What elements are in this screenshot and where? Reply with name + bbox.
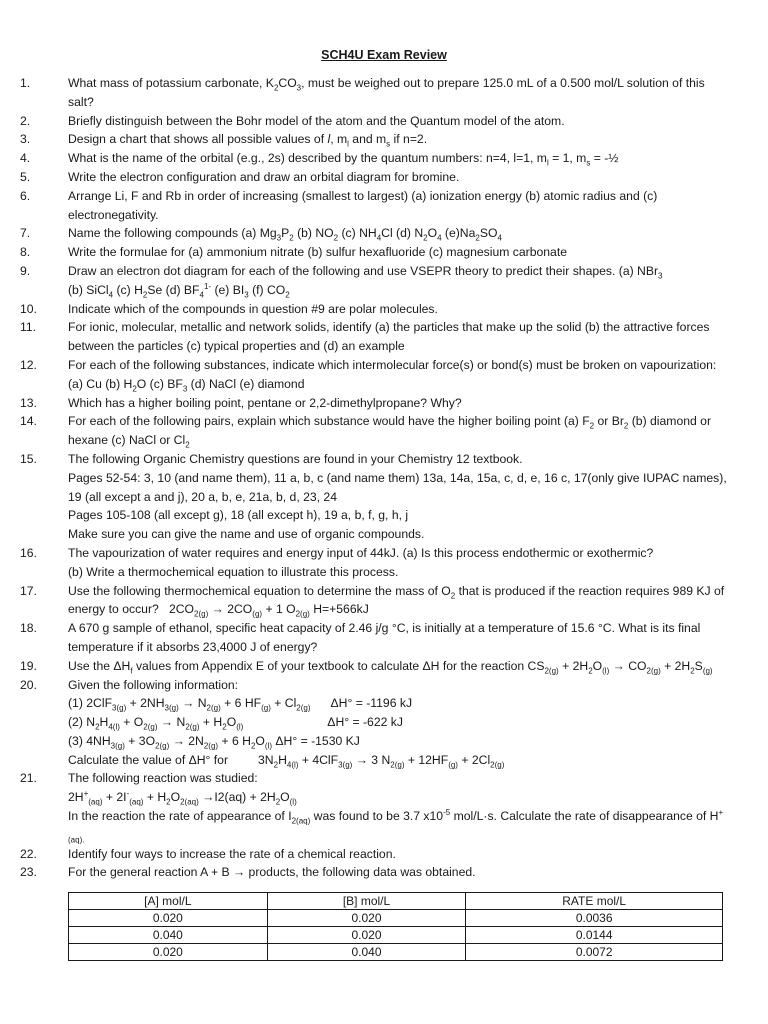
reaction-arrow-icon: → bbox=[182, 696, 195, 711]
question-19: 19. Use the $\Delta H_f$ values from Appendix E of your textbook to calculate ΔH for the reaction $CS_{2(g)} + 2H_2O_{(l)} \to CO_{2(g)} + 2H_2S_{(g)}$ bbox=[20, 658, 713, 676]
table-header: [A] mol/L bbox=[69, 893, 268, 910]
question-11: 11. For ionic, molecular, metallic and network solids, identify (a) the particles that make up the solid (b) the attractive forces between the particles (c) typical properties and (d) an example bbox=[20, 320, 710, 354]
question-7: 7. Name the following compounds (a) $Mg_3P_2$ (b) $NO_2$ (c) $NH_4Cl$ (d) $N_2O_4$ $(e)Na_2SO_4$ bbox=[20, 226, 502, 243]
question-22: 22. Identify four ways to increase the rate of a chemical reaction. bbox=[20, 846, 396, 861]
reaction-arrow-icon: → bbox=[208, 602, 228, 617]
table-row: 0.020 0.020 0.0036 bbox=[69, 910, 723, 927]
reaction-arrow-icon: → bbox=[202, 790, 215, 805]
target-equation: Calculate the value of ΔH° for $3N_2H_{4(l)} + 4ClF_{3(g)} \to 3$ $N_{2(g)} + 12HF_{(g)} + 2Cl_{2(g)}$ bbox=[68, 752, 505, 770]
reaction-arrow-icon: → bbox=[172, 733, 185, 748]
question-12: 12. For each of the following substances, indicate which intermolecular force(s) or bond(s) must be broken on vapourization: (a) Cu (b) $H_2O$ (c) $BF_3$ (d) NaCl (e) diamond bbox=[20, 357, 717, 394]
question-2: 2. Briefly distinguish between the Bohr model of the atom and the Quantum model of the atom. bbox=[20, 113, 565, 128]
question-23: 23. For the general reaction A + B → products, the following data was obtained. bbox=[20, 865, 476, 880]
table-row: 0.020 0.040 0.0072 bbox=[69, 944, 723, 961]
question-13: 13. Which has a higher boiling point, pentane or 2,2-dimethylpropane? Why? bbox=[20, 395, 462, 410]
reaction-arrow-icon: → bbox=[609, 658, 629, 673]
reaction-arrow-icon: → bbox=[232, 865, 246, 880]
question-5: 5. Write the electron configuration and draw an orbital diagram for bromine. bbox=[20, 169, 460, 184]
table-header: [B] mol/L bbox=[267, 893, 466, 910]
table-header: RATE mol/L bbox=[466, 893, 723, 910]
reaction-arrow-icon: → bbox=[355, 752, 368, 767]
reaction-arrow-icon: → bbox=[160, 715, 174, 730]
question-14: 14. For each of the following pairs, explain which substance would have the higher boiling point (a) $F_2$ or $Br_2$ (b) diamond or hexane (c) NaCl or $Cl_2$ bbox=[20, 414, 711, 450]
question-list bbox=[0, 74, 768, 882]
question-16: 16. The vapourization of water requires and energy input of 44kJ. (a) Is this process endothermic or exothermic? (b) Write a thermochemical equation to illustrate this process. bbox=[20, 545, 654, 579]
question-4: 4. What is the name of the orbital (e.g., 2s) described by the quantum numbers: n=4, l=1, $m_l = 1$, $m_s$ = -½ bbox=[20, 151, 619, 168]
question-18: 18. A 670 g sample of ethanol, specific heat capacity of 2.46 j/g °C, is initially at a temperature of 15.6 °C. What is its final temperature if it absorbs 23,4000 J of energy? bbox=[20, 621, 701, 654]
question-3: 3. Design a chart that shows all possible values of l, $m_l$ and $m_s$ if n=2. bbox=[20, 132, 428, 149]
question-21: 21. The following reaction was studied: $2H^+_{(aq)} + 2I^-_{(aq)} + H_2O_{2(aq)} \to I2(aq) + 2H_2O_{(l)}$ In the reaction the rate of appearance of $I_{2(aq)}$ was found to be 3.7 $x10^{-5}$ mol/L·s. Calculate the rate of disappearance of $H^+_{(aq).}$ bbox=[0, 769, 768, 844]
question-6: 6. Arrange Li, F and Rb in order of increasing (smallest to largest) (a) ionization energy (b) atomic radius and (c) electronegativity. bbox=[20, 188, 658, 222]
question-1: 1. What mass of potassium carbonate, $K_2CO_3$, must be weighed out to prepare 125.0 mL of a 0.500 mol/L solution of this salt? bbox=[20, 76, 705, 109]
table-row: 0.040 0.020 0.0144 bbox=[69, 927, 723, 944]
question-15: 15. The following Organic Chemistry questions are found in your Chemistry 12 textbook. Pages 52-54: 3, 10 (and name them), 11 a, b, c (and name them) 13a, 14a, 15a, c, d, e, 16 c, 17(only give IUPAC names), 19 (all except a and j), 20 a, b, e, 21a, b, d, 23, 24 Pages 105-108 (all except g), 18 (all except h), 19 a, b, f, g, h, j Make sure you can give the name and use of organic compounds. bbox=[20, 451, 727, 542]
question-9: 9. Draw an electron dot diagram for each of the following and use VSEPR theory to predict their shapes. (a) NBr$_3$ (b) SiCl$_4$ (c) $H_2Se$ (d) $BF_4^{1-}$ (e) $BI_3$ (f) $CO_2$ bbox=[20, 263, 663, 300]
question-20: 20. Given the following information: (1) $2ClF_{3(g)} + 2NH_{3(g)} \to N_{2(g)} + 6$ $HF_{(g)} + Cl_{2(g)}$ ΔH° = -1196 kJ (2) $N_2H_{4(l)} + O_{2(g)} \to N_{2(g)} + H_2O_{(l)}$ ΔH° = -622 kJ (3) $4NH_{3(g)} + 3O_{2(g)} \to 2N_{2(g)} + 6$ $H_2O_{(l)}$ ΔH° = -1530 KJ Calculate the value of ΔH° for $3N_2H_{4(l)} + 4ClF_{3(g)} \to 3$ $N_{2(g)} + 12HF_{(g)} + 2Cl_{2(g)}$ bbox=[0, 676, 768, 770]
question-17: 17. Use the following thermochemical equation to determine the mass of $O_2$ that is produced if the reaction requires 989 KJ of energy to occur? $2CO_{2(g)} \to 2CO_{(g)} + 1$ $O_{2(g)}$ H=+566kJ bbox=[20, 583, 725, 619]
question-10: 10. Indicate which of the compounds in question #9 are polar molecules. bbox=[20, 301, 438, 316]
rate-data-table bbox=[68, 892, 723, 961]
page-title: SCH4U Exam Review bbox=[321, 48, 447, 62]
equation-1: (1) $2ClF_{3(g)} + 2NH_{3(g)} \to N_{2(g)} + 6$ $HF_{(g)} + Cl_{2(g)}$ ΔH° = -1196 kJ bbox=[68, 696, 413, 713]
reaction-equation: $2H^+_{(aq)} + 2I^-_{(aq)} + H_2O_{2(aq)} \to I2(aq) + 2H_2O_{(l)}$ bbox=[68, 789, 297, 807]
question-8: 8. Write the formulae for (a) ammonium nitrate (b) sulfur hexafluoride (c) magnesium carbonate bbox=[20, 245, 567, 260]
equation-2: (2) $N_2H_{4(l)} + O_{2(g)} \to N_{2(g)} + H_2O_{(l)}$ ΔH° = -622 kJ bbox=[68, 715, 403, 732]
equation-3: (3) $4NH_{3(g)} + 3O_{2(g)} \to 2N_{2(g)} + 6$ $H_2O_{(l)}$ ΔH° = -1530 KJ bbox=[68, 733, 360, 751]
